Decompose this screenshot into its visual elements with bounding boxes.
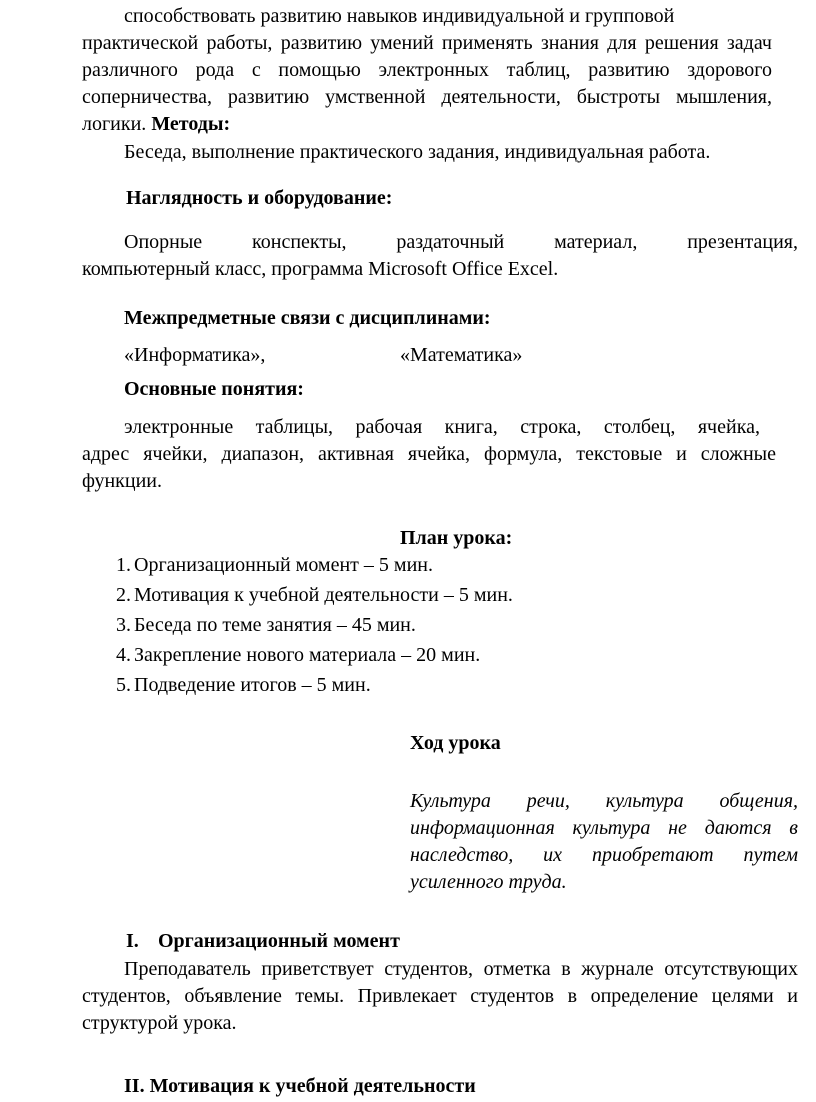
methods-label: Методы: [151,113,231,135]
visual-text-line2: компьютерный класс, программа Microsoft Office Excel. [82,258,559,280]
methods-text: Беседа, выполнение практического задания, индивидуальная работа. [124,141,711,163]
section1-text: Преподаватель приветствует студентов, отметка в журнале отсутствующих студентов, объявление темы. Привлекает студентов в определение целями и структурой урока. [82,958,798,1034]
list-item: 2. Мотивация к учебной деятельности – 5 мин. [116,584,513,606]
list-item: 1. Организационный момент – 5 мин. [116,554,433,576]
intro-text: практической работы, развитию умений применять знания для решения задач различного рода с помощью электронных таблиц, развитию здорового соперничества, развитию умственной деятельности, быстроты мышления, логики. [82,32,772,135]
concepts-heading: Основные понятия: [124,378,304,400]
intro-first-line: способствовать развитию навыков индивидуальной и групповой [124,5,675,27]
lesson-heading: Ход урока [410,732,501,754]
subject-informatics: «Информатика», [124,344,266,366]
visual-heading: Наглядность и оборудование: [126,187,393,209]
list-item: 5. Подведение итогов – 5 мин. [116,674,371,696]
section2-heading: II. Мотивация к учебной деятельности [124,1075,476,1097]
list-item: 3. Беседа по теме занятия – 45 мин. [116,614,416,636]
section1-title: Организационный момент [158,930,400,952]
concepts-line1: электронные таблицы, рабочая книга, строка, столбец, ячейка, [124,416,760,438]
epigraph: Культура речи, культура общения, информационная культура не даются в наследство, их приобретают путем усиленного труда. [410,790,798,893]
plan-list [116,550,806,700]
visual-text-line1: Опорные конспекты, раздаточный материал, презентация, [124,231,798,253]
plan-heading: План урока: [400,527,513,549]
concepts-rest: адрес ячейки, диапазон, активная ячейка, формула, текстовые и сложные функции. [82,443,776,492]
intro-paragraph [82,3,772,138]
subject-mathematics: «Математика» [400,344,523,366]
interdisciplinary-list [124,342,814,369]
interdisciplinary-heading: Межпредметные связи с дисциплинами: [124,307,491,329]
list-item: 4. Закрепление нового материала – 20 мин. [116,644,481,666]
section1-heading [126,928,816,955]
section1-number: I. [126,930,139,952]
